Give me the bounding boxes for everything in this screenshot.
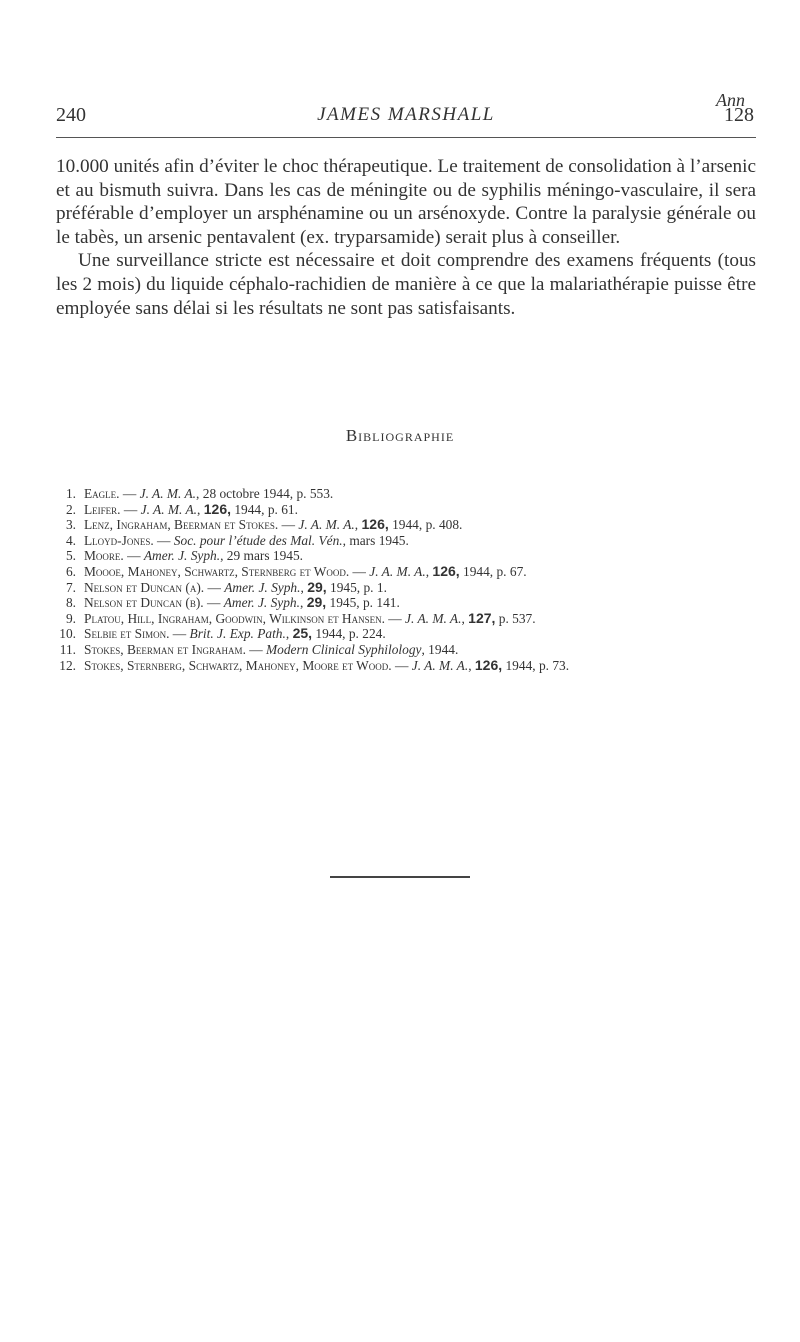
page-number: 240	[56, 104, 86, 126]
reference-authors: Selbie et Simon.	[84, 626, 170, 642]
bibliography-title: Bibliographie	[345, 426, 455, 445]
reference-authors: Nelson et Duncan (b).	[84, 595, 204, 611]
reference-separator: —	[391, 657, 412, 673]
bibliography-entry: 10. Selbie et Simon. — Brit. J. Exp. Path., 25, 1944, p. 224.	[56, 626, 756, 642]
bibliography-entry	[56, 548, 756, 564]
reference-authors: Stokes, Beerman et Ingraham.	[84, 641, 246, 657]
reference-authors: Platou, Hill, Ingraham, Goodwin, Wilkinson et Hansen.	[84, 610, 385, 626]
bibliography-entry: 9. Platou, Hill, Ingraham, Goodwin, Wilkinson et Hansen. — J. A. M. A., 127, p. 537.	[56, 611, 756, 627]
reference-details: p. 537.	[495, 610, 536, 626]
reference-journal: J. A. M. A.	[405, 610, 462, 626]
running-head: JAMES MARSHALL	[317, 104, 495, 125]
reference-separator: —	[349, 563, 370, 579]
paragraph: 10.000 unités afin d’éviter le choc thérapeutique. Le traitement de consolidation à l’arsenic et au bismuth suivra. Dans les cas de méningite ou de syphilis méningo-vasculaire, il sera préférable d’employer un arsphénamine ou un arsénoxyde. Contre la paralysie générale ou le tabès, un arsenic pentavalent (ex. tryparsamide) serait plus à conseiller.	[56, 156, 756, 248]
reference-authors: Lenz, Ingraham, Beerman et Stokes.	[84, 517, 279, 533]
reference-details: 1945, p. 1.	[326, 579, 387, 595]
reference-journal: Soc. pour l’étude des Mal. Vén.	[173, 532, 343, 548]
reference-authors: Eagle.	[84, 486, 120, 501]
reference-number: 7.	[65, 579, 76, 595]
reference-volume: 126,	[432, 562, 460, 579]
reference-volume: 126,	[474, 656, 503, 673]
reference-volume: 127,	[468, 609, 496, 626]
reference-details: , 28 octobre 1944, p. 553.	[196, 486, 334, 501]
reference-separator: —	[204, 579, 225, 595]
reference-number: 8.	[65, 595, 76, 611]
reference-volume: 25,	[292, 625, 313, 642]
reference-separator: —	[203, 595, 224, 611]
bibliography-entry	[56, 533, 756, 549]
reference-details: , 1944.	[421, 641, 459, 657]
reference-number: 2.	[65, 501, 76, 517]
reference-volume: 126,	[361, 516, 389, 533]
reference-number: 11.	[59, 641, 76, 657]
reference-journal: Modern Clinical Syphilology	[266, 641, 422, 657]
reference-details: 1944, p. 67.	[459, 563, 527, 579]
reference-journal: J. A. M. A.	[411, 657, 469, 673]
reference-details: , mars 1945.	[342, 532, 409, 548]
reference-authors: Leifer.	[84, 501, 121, 517]
reference-separator: —	[384, 610, 406, 626]
bibliography-entry: 7. Nelson et Duncan (a). — Amer. J. Syph., 29, 1945, p. 1.	[56, 580, 756, 596]
bibliography-entry	[56, 486, 756, 502]
reference-number: 4.	[65, 532, 76, 548]
reference-separator: —	[119, 486, 140, 501]
bibliography-list	[56, 486, 756, 673]
reference-number: 3.	[65, 517, 76, 533]
reference-authors: Stokes, Sternberg, Schwartz, Mahoney, Moore et Wood.	[84, 657, 392, 673]
reference-journal: Amer. J. Syph.	[224, 579, 301, 595]
bibliography-entry: 6. Moooe, Mahoney, Schwartz, Sternberg et Wood. — J. A. M. A., 126, 1944, p. 67.	[56, 564, 756, 580]
reference-authors: Moore.	[84, 548, 124, 564]
reference-authors: Lloyd-Jones.	[84, 532, 154, 548]
reference-details: 1944, p. 408.	[388, 517, 463, 533]
reference-separator: —	[120, 501, 141, 517]
reference-details: 1944, p. 61.	[231, 501, 298, 517]
reference-volume: 29,	[307, 578, 327, 595]
reference-journal: Brit. J. Exp. Path.	[189, 626, 286, 642]
reference-journal: J. A. M. A.	[298, 517, 355, 533]
header-rule	[56, 137, 756, 138]
bibliography-entry: 2. Leifer. — J. A. M. A., 126, 1944, p. 61.	[56, 502, 756, 518]
reference-number: 10.	[59, 626, 76, 642]
reference-journal: Amer. J. Syph.	[223, 595, 300, 611]
reference-separator: —	[123, 548, 144, 564]
bibliography-entry	[56, 642, 756, 658]
reference-volume: 126,	[203, 500, 231, 517]
reference-journal: Amer. J. Syph.	[143, 548, 221, 564]
journal-abbreviation: Ann	[716, 90, 745, 110]
reference-details: 1944, p. 73.	[502, 657, 570, 673]
reference-number: 5.	[65, 548, 76, 564]
reference-details: 1944, p. 224.	[312, 626, 386, 642]
reference-number: 1.	[65, 486, 76, 501]
reference-details: 1945, p. 141.	[326, 595, 400, 611]
body-text	[56, 155, 756, 320]
reference-journal: J. A. M. A.	[139, 486, 197, 501]
reference-separator: —	[153, 532, 174, 548]
reference-separator: —	[169, 626, 190, 642]
reference-number: 12.	[59, 657, 76, 673]
bibliography-entry: 12. Stokes, Sternberg, Schwartz, Mahoney, Moore et Wood. — J. A. M. A., 126, 1944, p. 73.	[56, 658, 756, 674]
page-header	[56, 104, 756, 134]
reference-separator: —	[278, 517, 299, 533]
reference-details: , 29 mars 1945.	[220, 548, 304, 564]
reference-journal: J. A. M. A.	[369, 563, 426, 579]
bibliography-entry: 8. Nelson et Duncan (b). — Amer. J. Syph., 29, 1945, p. 141.	[56, 595, 756, 611]
reference-volume: 29,	[306, 594, 327, 611]
reference-authors: Nelson et Duncan (a).	[84, 579, 205, 595]
volume-number: 128	[724, 104, 754, 126]
end-rule	[330, 876, 470, 878]
reference-number: 6.	[65, 563, 76, 579]
reference-journal: J. A. M. A.	[140, 501, 198, 517]
paragraph: Une surveillance stricte est nécessaire et doit comprendre des examens fréquents (tous les 2 mois) du liquide céphalo-rachidien de manière à ce que la malariathérapie puisse être employée sans délai si les résultats ne sont pas satisfaisants.	[56, 250, 756, 319]
reference-separator: —	[245, 641, 267, 657]
bibliography-entry: 3. Lenz, Ingraham, Beerman et Stokes. — J. A. M. A., 126, 1944, p. 408.	[56, 517, 756, 533]
reference-number: 9.	[65, 610, 76, 626]
reference-authors: Moooe, Mahoney, Schwartz, Sternberg et Wood.	[84, 563, 350, 579]
